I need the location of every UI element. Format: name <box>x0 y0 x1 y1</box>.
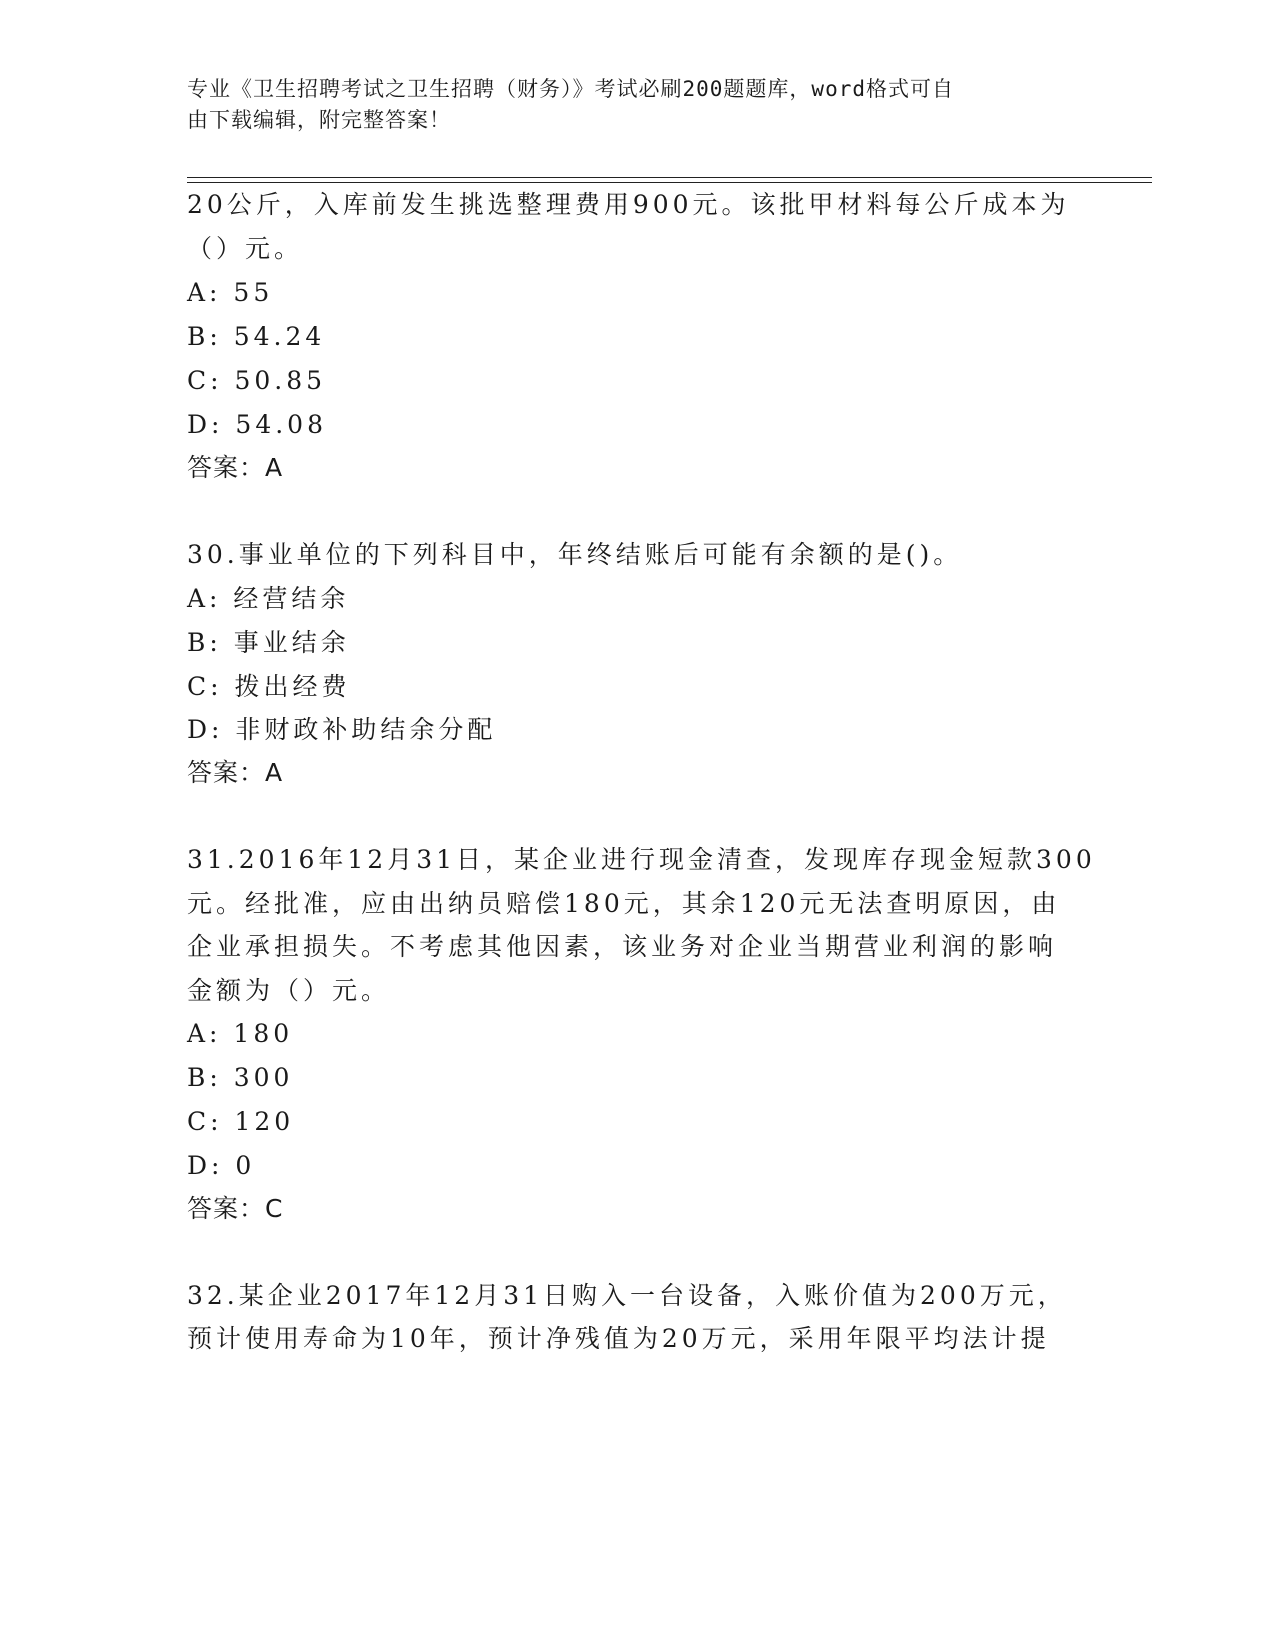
question-31-option-a: A: 180 <box>187 1019 294 1048</box>
header-title-line-1: 专业《卫生招聘考试之卫生招聘（财务）》考试必刷200题题库，word格式可自 <box>187 77 954 101</box>
question-30-option-d: D: 非财政补助结余分配 <box>187 715 497 744</box>
question-31-stem-line-2: 元。经批准，应由出纳员赔偿180元，其余120元无法查明原因，由 <box>187 889 1061 918</box>
header-title-line-2: 由下载编辑，附完整答案！ <box>187 108 451 132</box>
question-31-stem-line-1: 31.2016年12月31日，某企业进行现金清查，发现库存现金短款300 <box>187 845 1096 874</box>
question-30-stem-line-1: 30.事业单位的下列科目中，年终结账后可能有余额的是()。 <box>187 540 963 569</box>
question-29-stem-line-2: （）元。 <box>187 234 304 263</box>
question-29-option-a: A: 55 <box>187 278 274 307</box>
question-30-option-a: A: 经营结余 <box>187 584 350 613</box>
question-31-stem-line-3: 企业承担损失。不考虑其他因素，该业务对企业当期营业利润的影响 <box>187 932 1058 961</box>
header-divider-top <box>187 177 1152 178</box>
question-29-stem-line-1: 20公斤，入库前发生挑选整理费用900元。该批甲材料每公斤成本为 <box>187 190 1070 219</box>
question-32-stem-line-2: 预计使用寿命为10年，预计净残值为20万元，采用年限平均法计提 <box>187 1324 1050 1353</box>
question-30-option-c: C: 拨出经费 <box>187 672 351 701</box>
question-31-option-c: C: 120 <box>187 1107 295 1136</box>
question-31-option-b: B: 300 <box>187 1063 294 1092</box>
question-29-answer: 答案：A <box>187 453 284 482</box>
question-30-option-b: B: 事业结余 <box>187 628 350 657</box>
question-32-stem-line-1: 32.某企业2017年12月31日购入一台设备，入账价值为200万元， <box>187 1281 1067 1310</box>
question-31-option-d: D: 0 <box>187 1151 256 1180</box>
question-31-stem-line-4: 金额为（）元。 <box>187 976 391 1005</box>
header-divider-bottom <box>187 182 1152 183</box>
question-31-answer: 答案：C <box>187 1194 284 1223</box>
question-29-option-d: D: 54.08 <box>187 410 327 439</box>
question-29-option-c: C: 50.85 <box>187 366 327 395</box>
document-header <box>187 74 1067 136</box>
question-30-answer: 答案：A <box>187 758 284 787</box>
question-29-option-b: B: 54.24 <box>187 322 326 351</box>
